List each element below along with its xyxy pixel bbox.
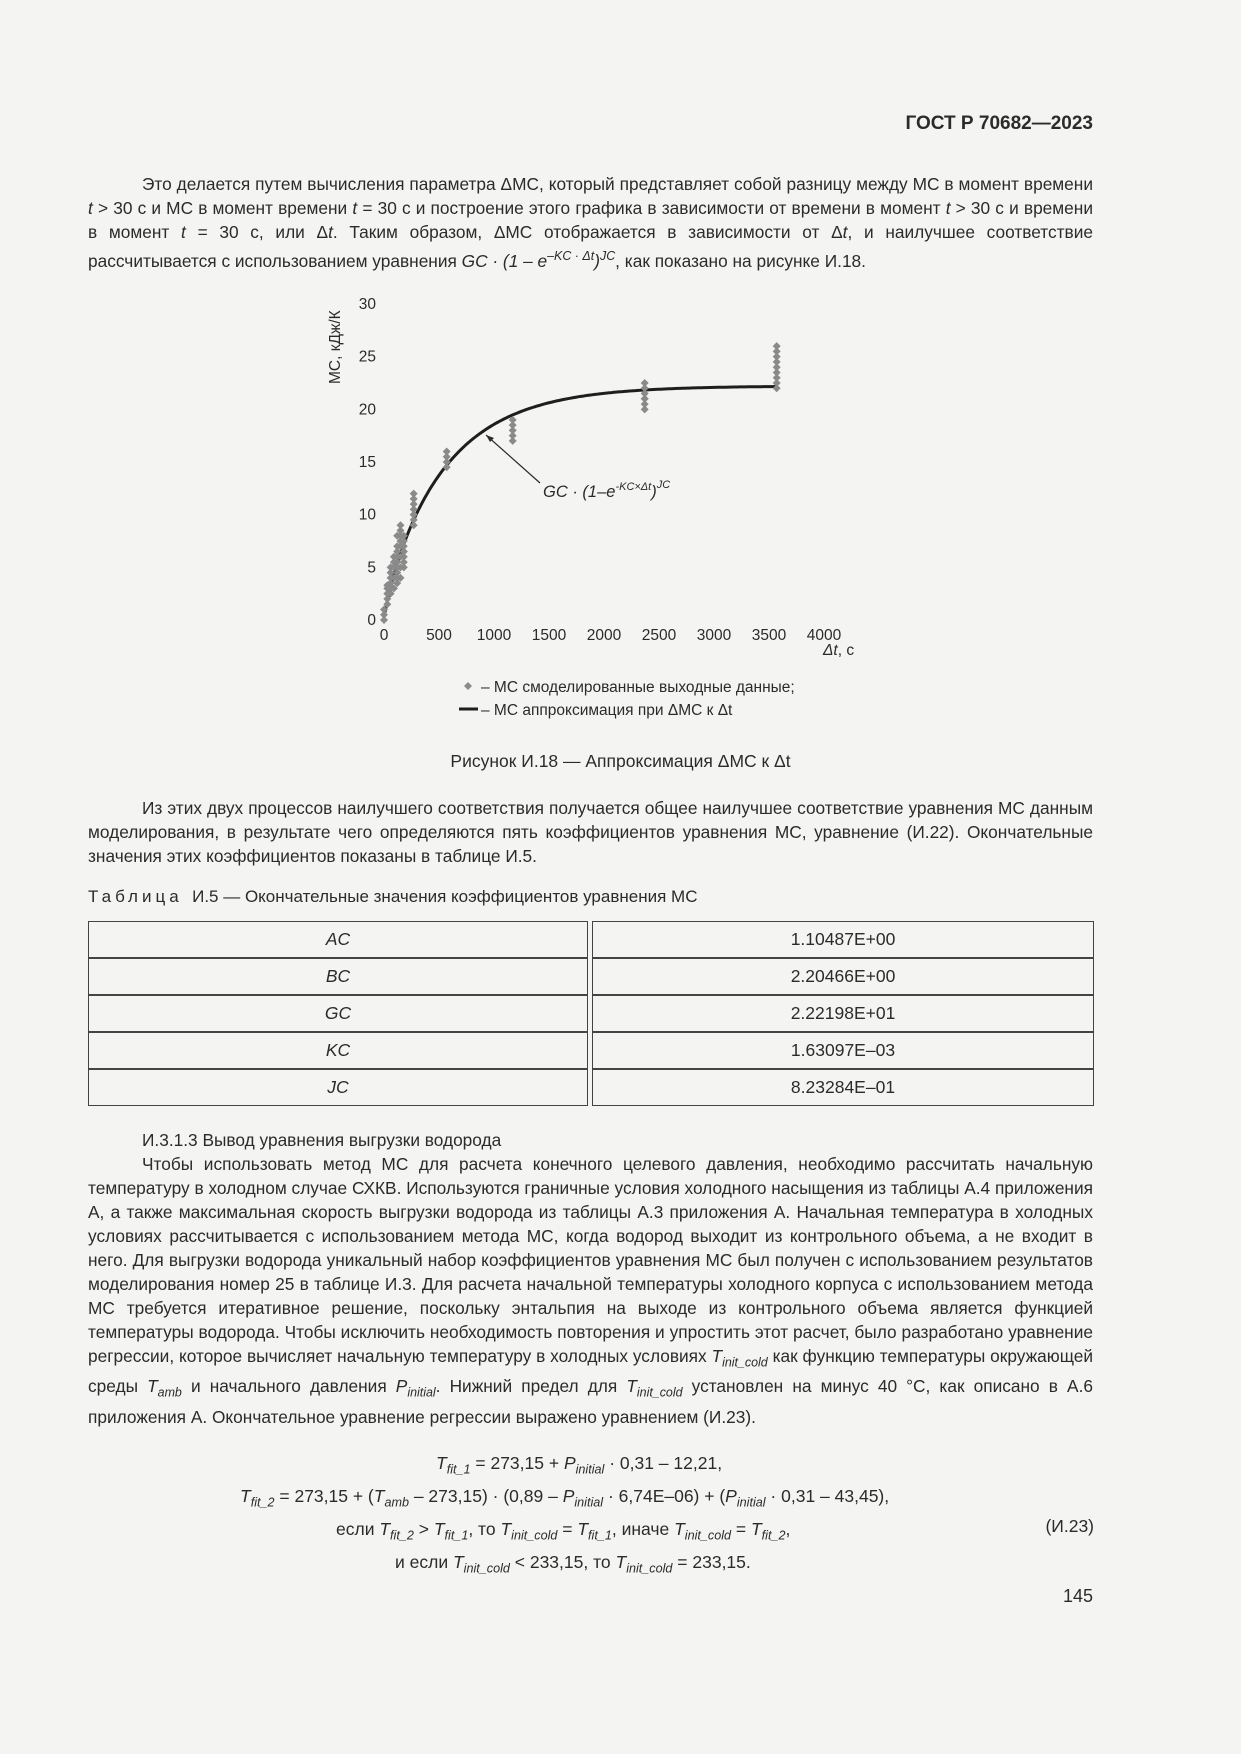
- x-tick-label: 0: [379, 627, 389, 644]
- table-row: [88, 995, 1094, 1032]
- data-point: [509, 437, 517, 445]
- data-point: [641, 379, 649, 387]
- y-axis-label: МС, кДж/К: [327, 310, 344, 384]
- y-tick-label: 15: [358, 454, 376, 471]
- section-heading: И.3.1.3 Вывод уравнения выгрузки водорода: [142, 1130, 502, 1150]
- x-tick-label: 1500: [531, 627, 567, 644]
- coefficient-value: 2.20466E+00: [592, 958, 1094, 995]
- y-tick-label: 10: [358, 506, 376, 524]
- page-number: 145: [1062, 1586, 1093, 1606]
- legend-label-scatter: – МС смоделированные выходные данные;: [481, 679, 795, 696]
- table-row: [88, 1069, 1094, 1106]
- data-point: [443, 447, 451, 455]
- document-header: ГОСТ Р 70682—2023: [905, 113, 1093, 134]
- legend-marker-scatter: [464, 682, 472, 690]
- table-row: [88, 921, 1094, 958]
- y-tick-label: 0: [367, 612, 376, 629]
- x-tick-label: 1000: [476, 627, 512, 644]
- coefficient-value: 8.23284E–01: [592, 1069, 1094, 1106]
- equation-line-4: и если $T_{init\_cold} < 233,15$, то $T_{init\_cold} = 233,15$.: [395, 1552, 751, 1576]
- data-point: [397, 521, 405, 529]
- x-axis-label: Δt, с: [823, 642, 855, 659]
- x-tick-label: 3000: [696, 627, 732, 644]
- x-tick-label: 3500: [751, 627, 787, 644]
- y-tick-label: 30: [358, 296, 376, 313]
- data-point: [773, 342, 781, 350]
- y-tick-labels: [359, 296, 377, 629]
- coefficient-name: BC: [88, 958, 588, 995]
- coefficient-value: 2.22198E+01: [592, 995, 1094, 1032]
- y-tick-label: 25: [358, 348, 376, 366]
- coefficient-name: AC: [88, 921, 588, 958]
- table-caption: Таблица И.5 — Окончательные значения коэффициентов уравнения МС: [88, 887, 698, 906]
- table-row: [88, 1032, 1094, 1069]
- figure-caption: Рисунок И.18 — Аппроксимация ΔМС к Δt: [450, 751, 791, 771]
- x-tick-label: 2500: [641, 627, 677, 644]
- section-paragraph: Чтобы использовать метод МС для расчета конечного целевого давления, необходимо рассчитать начальную температуру в холодном случае СХКВ. Используются граничные условия холодного насыщения из таблицы А.4 приложения А, а также максимальная скорость выгрузки водорода из таблицы А.3 приложения А. Начальная температура в холодных условиях рассчитывается с использованием метода МС, когда водород выходит из контрольного объема, а не входит в него. Для выгрузки водорода уникальный набор коэффициентов уравнения МС был получен с использованием результатов моделирования номер 25 в таблице И.3. Для расчета начальной температуры холодного корпуса с использованием метода МС требуется итеративное решение, поскольку энтальпия на выходе из контрольного объема является функцией температуры водорода. Чтобы исключить необходимость повторения и упростить этот расчет, было разработано уравнение регрессии, которое вычисляет начальную температуру в холодных условиях $T_{init\_cold}$ как функцию температуры окружающей среды $T_{amb}$ и начального давления $P_{initial}$. Нижний предел для $T_{init\_cold}$ установлен на минус 40 °С, как описано в А.6 приложения А. Окончательное уравнение регрессии выражено уравнением (И.23).: [88, 1154, 1093, 1427]
- intro-equation: GC · $(1 - e^{-KC \cdot \Delta t})^{JC}$: [461, 249, 616, 271]
- intro-paragraph: Это делается путем вычисления параметра ΔМС, который представляет собой разницу между МС в момент времени t > 30 с и МС в момент времени t = 30 с и построение этого графика в зависимости от времени в момент t > 30 с и времени в момент t = 30 с, или Δt. Таким образом, ΔМС отображается в зависимости от Δt, и наилучшее соответствие рассчитывается с использованием уравнения GC · $(1 - e^{-KC \cdot \Delta t})^{JC}$, как показано на рисунке И.18.: [88, 174, 1093, 271]
- data-point: [410, 490, 418, 498]
- coefficients-table: [88, 921, 1094, 1106]
- coefficient-name: GC: [88, 995, 588, 1032]
- fit-annotation: GC · $(1-e^{-KC\times\Delta t})^{JC}$: [543, 479, 671, 501]
- mc-fit-chart: [0, 0, 1241, 730]
- table-row: [88, 958, 1094, 995]
- y-tick-label: 20: [358, 401, 376, 419]
- data-point: [641, 395, 649, 403]
- equation-number: (И.23): [1045, 1516, 1094, 1536]
- legend-label-line: – МС аппроксимация при ΔМС к Δt: [481, 702, 733, 719]
- equation-line-1: $T_{fit\_1} = 273,15 + P_{initial} \cdot 0,31 - 12,21$,: [436, 1453, 723, 1477]
- coefficient-name: JC: [88, 1069, 588, 1106]
- results-paragraph: Из этих двух процессов наилучшего соответствия получается общее наилучшее соответствие уравнения МС данным моделирования, в результате чего определяются пять коэффициентов уравнения МС, уравнение (И.22). Окончательные значения этих коэффициентов показаны в таблице И.5.: [88, 798, 1093, 866]
- x-tick-label: 500: [426, 627, 452, 644]
- x-tick-label: 2000: [586, 627, 622, 644]
- chart-legend: [459, 679, 795, 719]
- coefficient-value: 1.10487E+00: [592, 921, 1094, 958]
- x-tick-label: 4000: [806, 627, 842, 644]
- equation-line-2: $T_{fit\_2} = 273,15 + (T_{amb} - 273,15) \cdot (0,89 - P_{initial} \cdot 6,74E-06) + (P_{initial} \cdot 0,31 - 43,45)$,: [240, 1486, 890, 1510]
- coefficient-value: 1.63097E–03: [592, 1032, 1094, 1069]
- section-text: [88, 1128, 1093, 1429]
- coefficient-name: KC: [88, 1032, 588, 1069]
- x-tick-labels: [380, 627, 842, 644]
- y-tick-label: 5: [367, 559, 376, 577]
- equation-line-3: если $T_{fit\_2} > T_{fit\_1}$, то $T_{init\_cold} = T_{fit\_1}$, иначе $T_{init\_cold} = T_{fit\_2}$,: [336, 1519, 791, 1543]
